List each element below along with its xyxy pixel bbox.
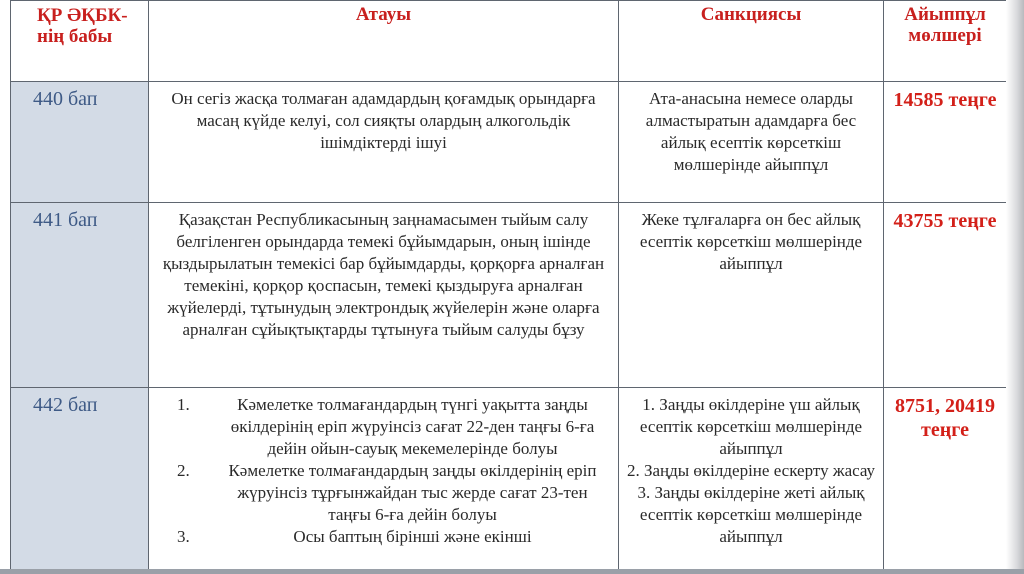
list-item-number: 3. xyxy=(177,527,190,546)
list-item-text: Осы баптың бірінші және екінші xyxy=(293,527,532,546)
table-row xyxy=(11,203,1007,388)
header-name: Атауы xyxy=(149,1,619,82)
name-cell xyxy=(149,388,618,574)
article-cell: 440 бап xyxy=(11,82,149,203)
table-row xyxy=(11,388,1007,574)
sanction-line: 2. Заңды өкілдеріне ескерту жасау xyxy=(626,461,876,480)
article-cell: 442 бап xyxy=(11,388,149,574)
sanction-line: 1. Заңды өкілдеріне үш айлық есептік көрсеткіш мөлшерінде айыппұл xyxy=(639,395,863,458)
page-edge-shadow xyxy=(1006,0,1024,574)
list-item xyxy=(157,460,610,526)
article-cell: 441 бап xyxy=(11,203,149,388)
sanction-cell: Ата-анасына немесе оларды алмастыратын адамдарға бес айлық есептік көрсеткіш мөлшерінде айыппұл xyxy=(619,82,883,202)
header-fine: Айыппұл мөлшері xyxy=(884,1,1007,82)
list-item-number: 2. xyxy=(177,461,190,480)
table-row xyxy=(11,82,1007,203)
sanction-line: 3. Заңды өкілдеріне жеті айлық есептік көрсеткіш мөлшерінде айыппұл xyxy=(637,483,865,546)
name-cell: Қазақстан Республикасының заңнамасымен тыйым салу белгіленген орындарда темекі бұйымдарын, оның ішінде қыздырылатын темекісі бар бұйымдарды, қорқорға арналған темекіні, қорқор қоспасын, темекі қыздыруға арналған жүйелерді, тұтынудың электрондық жүйелерін және оларға арналған сұйықтықтарды тұтынуға тыйым салуды бұзу xyxy=(149,203,618,387)
bottom-bar xyxy=(0,569,1024,574)
fine-cell: 8751, 20419 теңге xyxy=(884,388,1006,574)
list-item-text: Кәмелетке толмағандардың заңды өкілдерінің еріп жүруінсіз тұрғынжайдан тыс жерде сағат 23-тен таңғы 6-ға дейін болуы xyxy=(228,461,597,524)
header-sanction: Санкциясы xyxy=(619,1,884,82)
list-item xyxy=(157,394,610,460)
fine-cell: 14585 теңге xyxy=(884,82,1006,202)
list-item xyxy=(157,526,610,548)
table-header-row xyxy=(11,1,1007,82)
list-item-text: Кәмелетке толмағандардың түнгі уақытта заңды өкілдерінің еріп жүруінсіз сағат 22-ден таңғы 6-ға дейін ойын-сауық мекемелерінде болуы xyxy=(230,395,595,458)
sanction-cell: Жеке тұлғаларға он бес айлық есептік көрсеткіш мөлшерінде айыппұл xyxy=(619,203,883,387)
header-article: ҚР ӘҚБК-нің бабы xyxy=(11,1,149,82)
name-cell: Он сегіз жасқа толмаған адамдардың қоғамдық орындарға масаң күйде келуі, сол сияқты олардың алкогольдік ішімдіктерді ішуі xyxy=(149,82,618,202)
sanction-cell xyxy=(619,388,883,574)
articles-table xyxy=(10,0,1007,574)
fine-cell: 43755 теңге xyxy=(884,203,1006,387)
list-item-number: 1. xyxy=(177,395,190,414)
